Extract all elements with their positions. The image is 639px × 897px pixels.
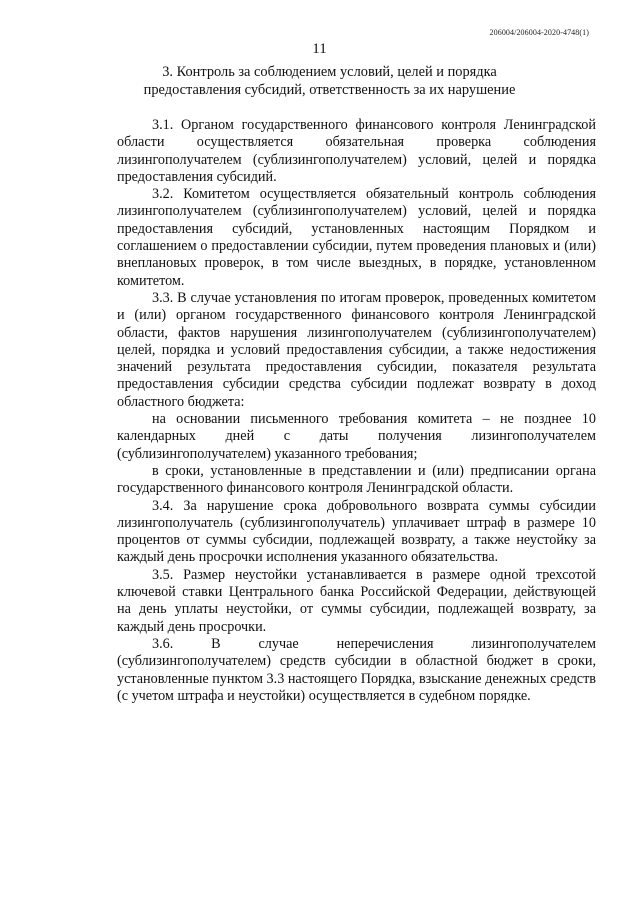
paragraph-3-3-item-2: в сроки, установленные в представлении и (или) предписании органа государственного финансового контроля Ленинградской области.	[117, 462, 596, 497]
paragraph-3-6: 3.6. В случае неперечисления лизингополучателем (сублизингополучателем) средств субсидии в областной бюджет в сроки, установленные пунктом 3.3 настоящего Порядка, взыскание денежных средств (с учетом штрафа и неустойки) осуществляется в судебном порядке.	[117, 635, 596, 704]
section-heading-line-1: 3. Контроль за соблюдением условий, целей и порядка	[162, 64, 497, 80]
section-heading-line-2: предоставления субсидий, ответственность за их нарушение	[143, 82, 516, 98]
paragraph-3-3-item-1: на основании письменного требования комитета – не позднее 10 календарных дней с даты получения лизингополучателем (сублизингополучателем) указанного требования;	[117, 411, 596, 462]
section-body	[117, 117, 596, 705]
paragraph-3-5: 3.5. Размер неустойки устанавливается в размере одной трехсотой ключевой ставки Центрального банка Российской Федерации, действующей на день уплаты неустойки, от суммы субсидии, подлежащей возврату, за каждый день просрочки.	[117, 566, 596, 635]
paragraph-3-3: 3.3. В случае установления по итогам проверок, проведенных комитетом и (или) органом государственного финансового контроля Ленинградской области, фактов нарушения лизингополучателем (сублизингополучателем) целей, порядка и условий предоставления субсидии, а также недостижения значений результата предоставления субсидии, показателя результата предоставления субсидии средства субсидии подлежат возврату в доход областного бюджета:	[117, 289, 596, 410]
paragraph-3-1: 3.1. Органом государственного финансового контроля Ленинградской области осуществляется обязательная проверка соблюдения лизингополучателем (сублизингополучателем) условий, целей и порядка предоставления субсидий.	[117, 117, 596, 185]
document-registration-number: 206004/206004-2020-4748(1)	[489, 28, 589, 37]
paragraph-3-2: 3.2. Комитетом осуществляется обязательный контроль соблюдения лизингополучателем (сублизингополучателем) условий, целей и порядка предоставления субсидий, установленных настоящим Порядком и соглашением о предоставлении субсидии, путем проведения плановых и (или) внеплановых проверок, в том числе выездных, в порядке, установленном комитетом.	[117, 186, 596, 289]
paragraph-3-4: 3.4. За нарушение срока добровольного возврата суммы субсидии лизингополучатель (сублизингополучатель) уплачивает штраф в размере 10 процентов от суммы субсидии, подлежащей возврату, а также неустойку за каждый день просрочки исполнения указанного обязательства.	[117, 497, 596, 566]
page-number: 11	[312, 41, 327, 57]
section-heading	[117, 63, 542, 99]
